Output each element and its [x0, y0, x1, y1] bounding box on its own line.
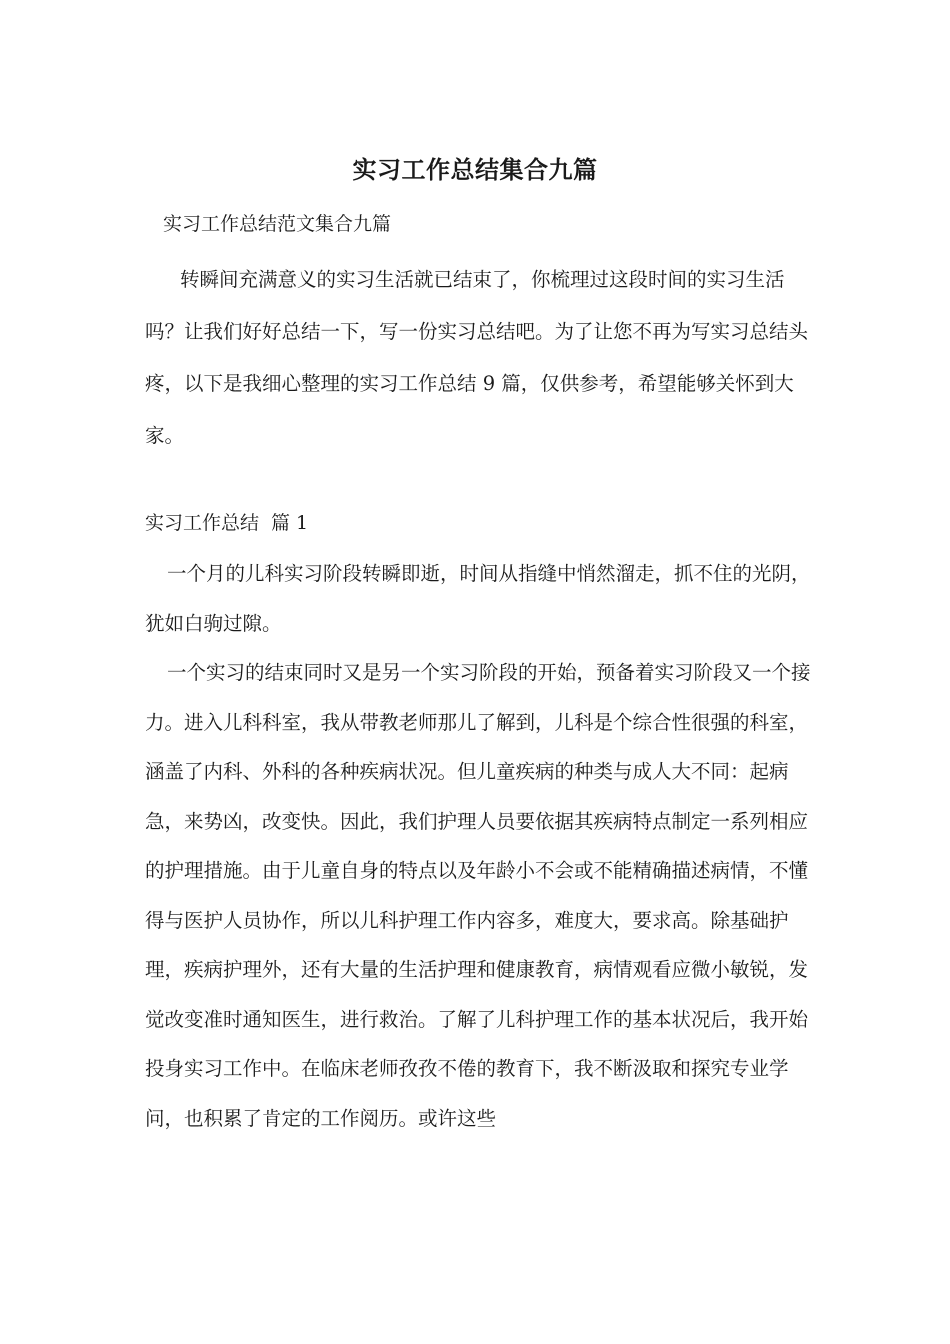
section-heading	[145, 507, 308, 539]
document-title: 实习工作总结集合九篇	[352, 156, 598, 184]
body-paragraph: 一个月的儿科实习阶段转瞬即逝，时间从指缝中悄然溜走，抓不住的光阴，犹如白驹过隙。	[145, 562, 811, 635]
document-subtitle: 实习工作总结范文集合九篇	[163, 213, 392, 235]
intro-block	[145, 254, 810, 462]
section-body	[145, 549, 827, 1143]
section-number: 篇 1	[271, 512, 309, 534]
section-title: 实习工作总结	[145, 512, 260, 534]
intro-paragraph: 转瞬间充满意义的实习生活就已结束了，你梳理过这段时间的实习生活吗？让我们好好总结一下，写一份实习总结吧。为了让您不再为写实习总结头疼，以下是我细心整理的实习工作总结 9 篇，仅供参考，希望能够关怀到大家。	[145, 268, 809, 447]
body-paragraph: 一个实习的结束同时又是另一个实习阶段的开始，预备着实习阶段又一个接力。进入儿科科室，我从带教老师那儿了解到，儿科是个综合性很强的科室，涵盖了内科、外科的各种疾病状况。但儿童疾病的种类与成人大不同：起病急，来势凶，改变快。因此，我们护理人员要依据其疾病特点制定一系列相应的护理措施。由于儿童自身的特点以及年龄小不会或不能精确描述病情，不懂得与医护人员协作，所以儿科护理工作内容多，难度大，要求高。除基础护理，疾病护理外，还有大量的生活护理和健康教育，病情观看应微小敏锐，发觉改变准时通知医生，进行救治。了解了儿科护理工作的基本状况后，我开始投身实习工作中。在临床老师孜孜不倦的教育下，我不断汲取和探究专业学问，也积累了肯定的工作阅历。或许这些	[145, 661, 811, 1130]
